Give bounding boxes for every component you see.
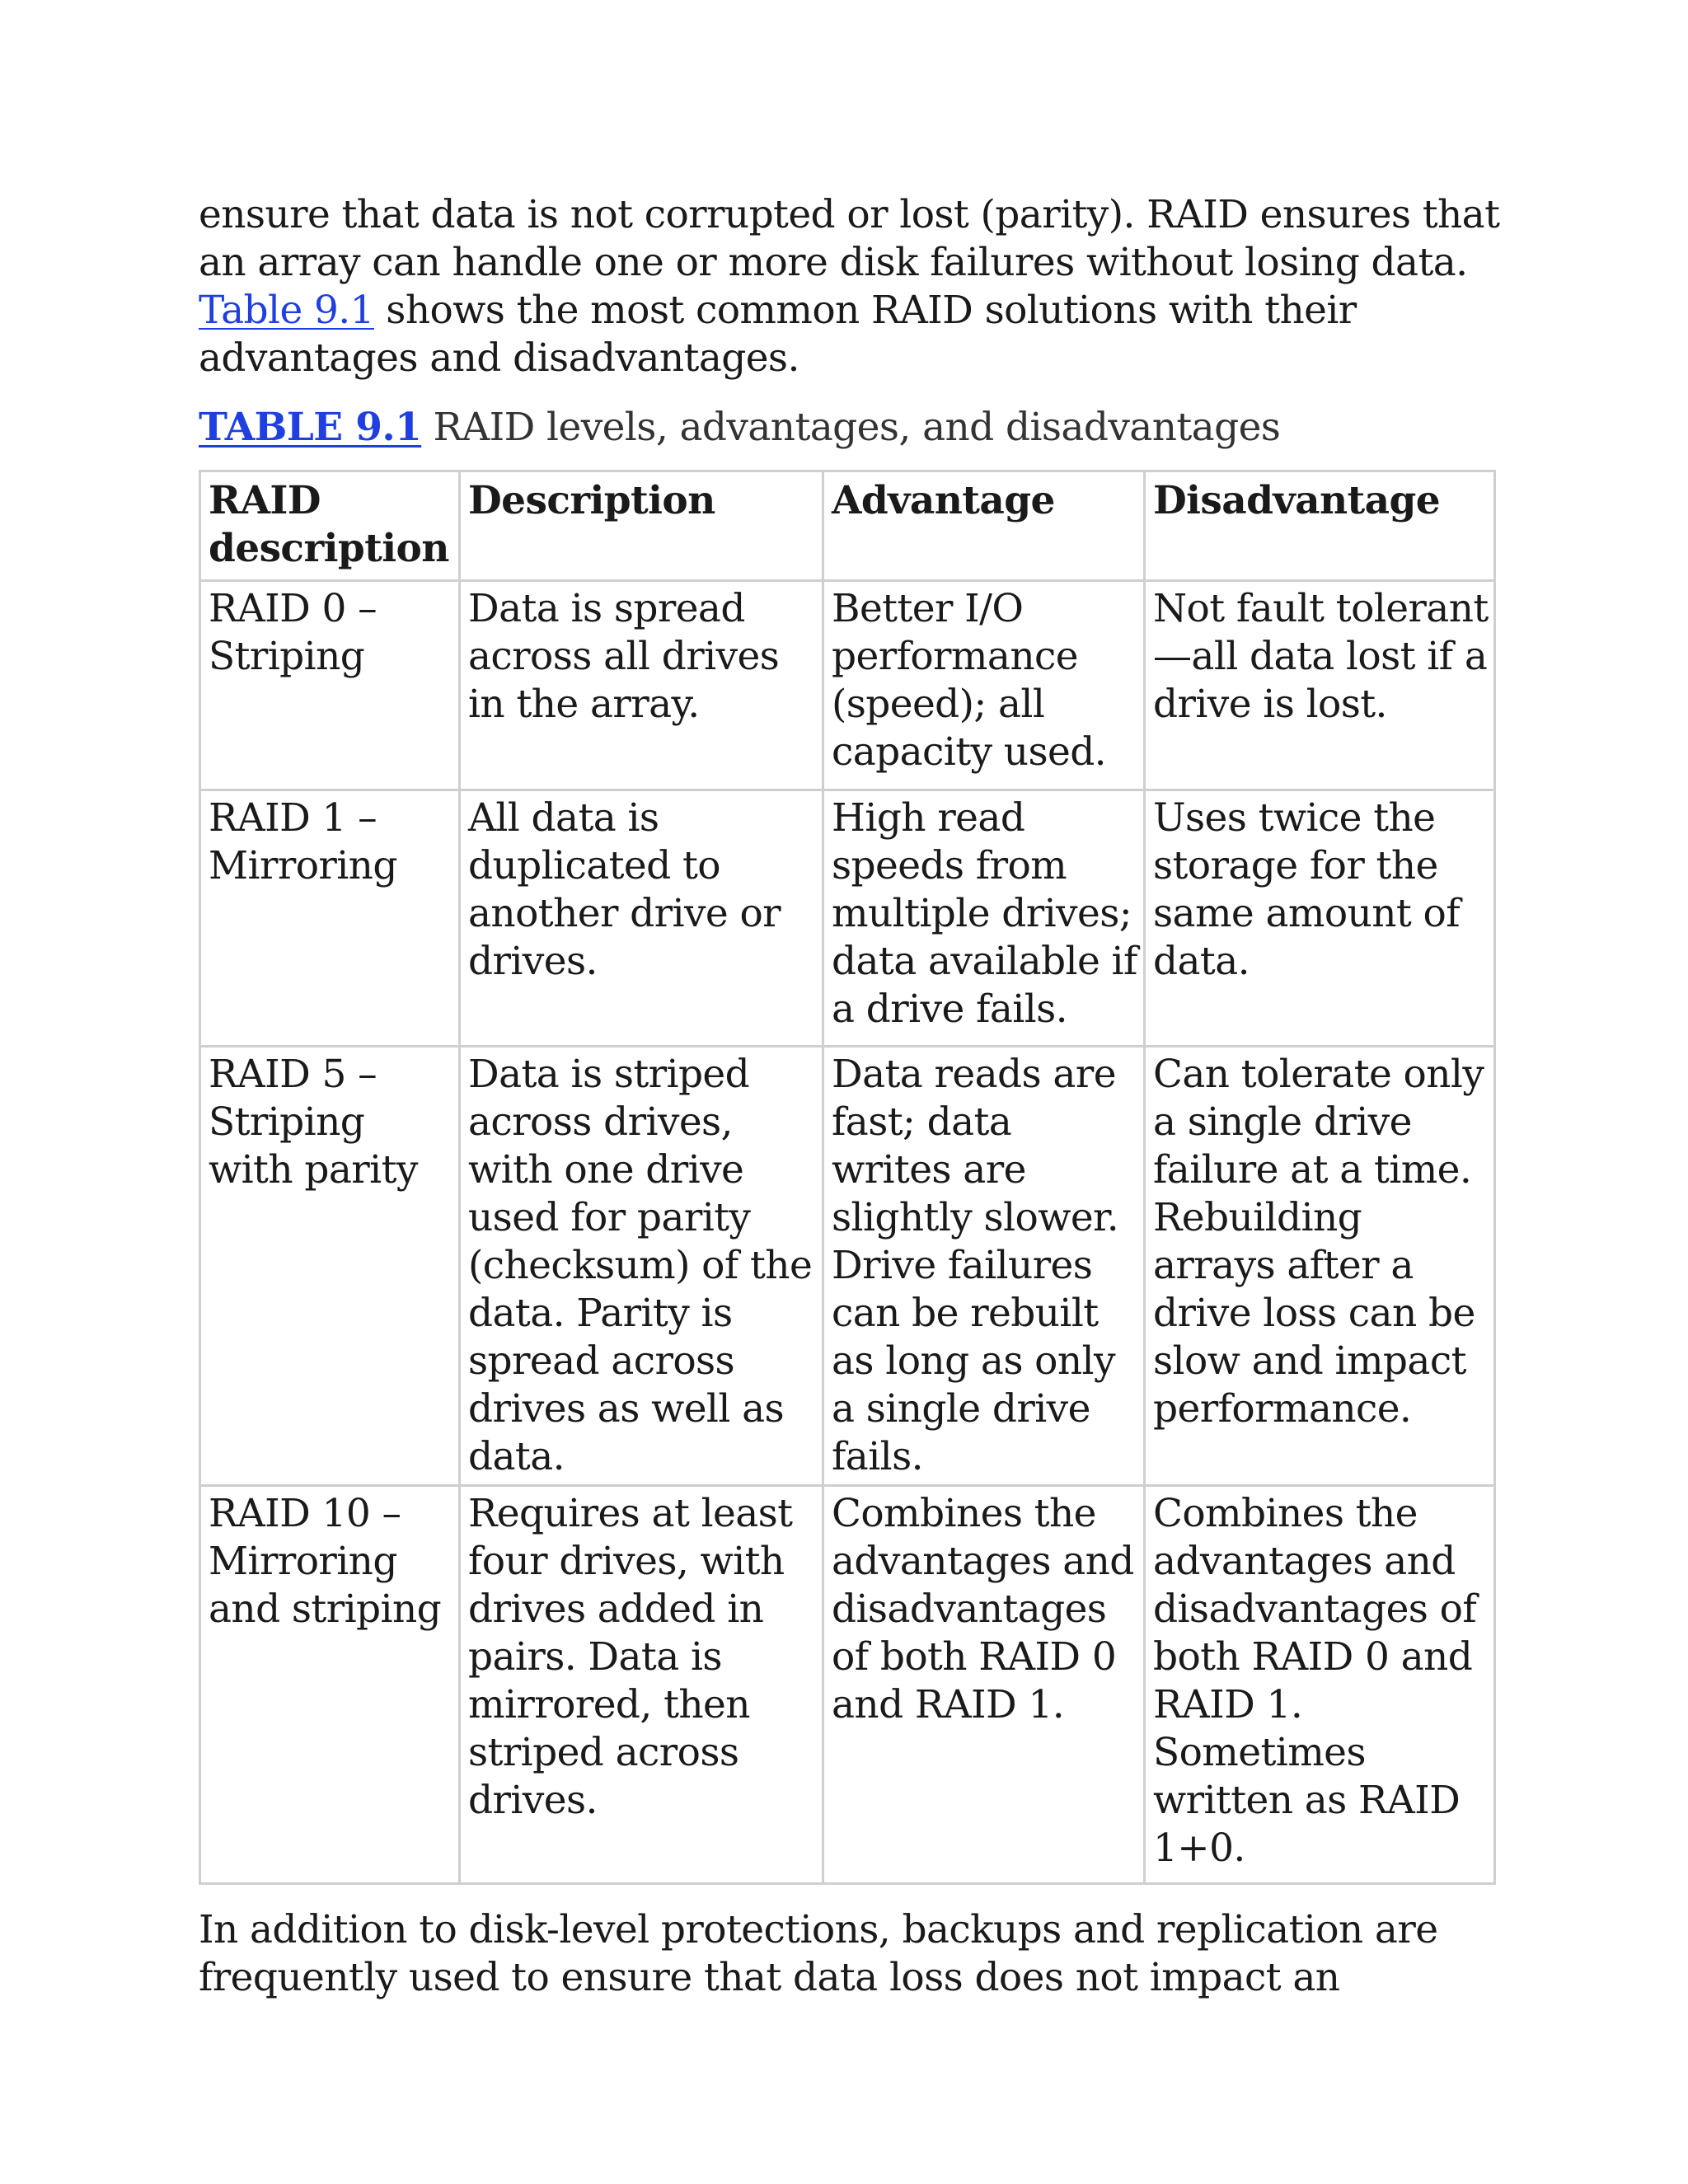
cell-disadvantage: Uses twice the storage for the same amount of data. (1145, 790, 1495, 1047)
header-raid-description: RAID description (200, 471, 460, 581)
cell-disadvantage: Combines the advantages and disadvantages of both RAID 0 and RAID 1. Sometimes written as RAID 1+0. (1145, 1486, 1495, 1884)
table-header-row (200, 471, 1495, 581)
document-page (199, 191, 1501, 2002)
table-row (200, 1486, 1495, 1884)
table-row (200, 581, 1495, 790)
cell-raid-level: RAID 10 – Mirroring and striping (200, 1486, 460, 1884)
cell-description: Data is spread across all drives in the array. (460, 581, 823, 790)
cell-description: All data is duplicated to another drive or drives. (460, 790, 823, 1047)
intro-paragraph (199, 191, 1501, 382)
cell-description: Data is striped across drives, with one drive used for parity (checksum) of the data. Parity is spread across drives as well as data. (460, 1047, 823, 1486)
cell-disadvantage: Not fault tolerant—all data lost if a drive is lost. (1145, 581, 1495, 790)
table-caption-label-link[interactable]: TABLE 9.1 (199, 405, 422, 450)
intro-text-before-link: ensure that data is not corrupted or lost (parity). RAID ensures that an array can handle one or more disk failures without losing data. (199, 192, 1500, 285)
cell-advantage: Better I/O performance (speed); all capacity used. (823, 581, 1145, 790)
raid-levels-table (199, 470, 1496, 1885)
intro-text-after-link: shows the most common RAID solutions with their advantages and disadvantages. (199, 288, 1357, 381)
table-caption-title: RAID levels, advantages, and disadvantages (421, 405, 1281, 450)
table-row (200, 1047, 1495, 1486)
cell-raid-level: RAID 0 – Striping (200, 581, 460, 790)
table-row (200, 790, 1495, 1047)
cell-disadvantage: Can tolerate only a single drive failure at a time. Rebuilding arrays after a drive loss can be slow and impact performance. (1145, 1047, 1495, 1486)
cell-raid-level: RAID 1 – Mirroring (200, 790, 460, 1047)
cell-advantage: Combines the advantages and disadvantages of both RAID 0 and RAID 1. (823, 1486, 1145, 1884)
header-advantage: Advantage (823, 471, 1145, 581)
cell-raid-level: RAID 5 – Striping with parity (200, 1047, 460, 1486)
table-caption (199, 404, 1501, 452)
cell-advantage: Data reads are fast; data writes are slightly slower. Drive failures can be rebuilt as long as only a single drive fails. (823, 1047, 1145, 1486)
table-9-1-link[interactable]: Table 9.1 (199, 288, 374, 333)
cell-description: Requires at least four drives, with drives added in pairs. Data is mirrored, then striped across drives. (460, 1486, 823, 1884)
outro-paragraph: In addition to disk-level protections, backups and replication are frequently used to ensure that data loss does not impact an (199, 1907, 1438, 2000)
header-description: Description (460, 471, 823, 581)
cell-advantage: High read speeds from multiple drives; data available if a drive fails. (823, 790, 1145, 1047)
header-disadvantage: Disadvantage (1145, 471, 1495, 581)
